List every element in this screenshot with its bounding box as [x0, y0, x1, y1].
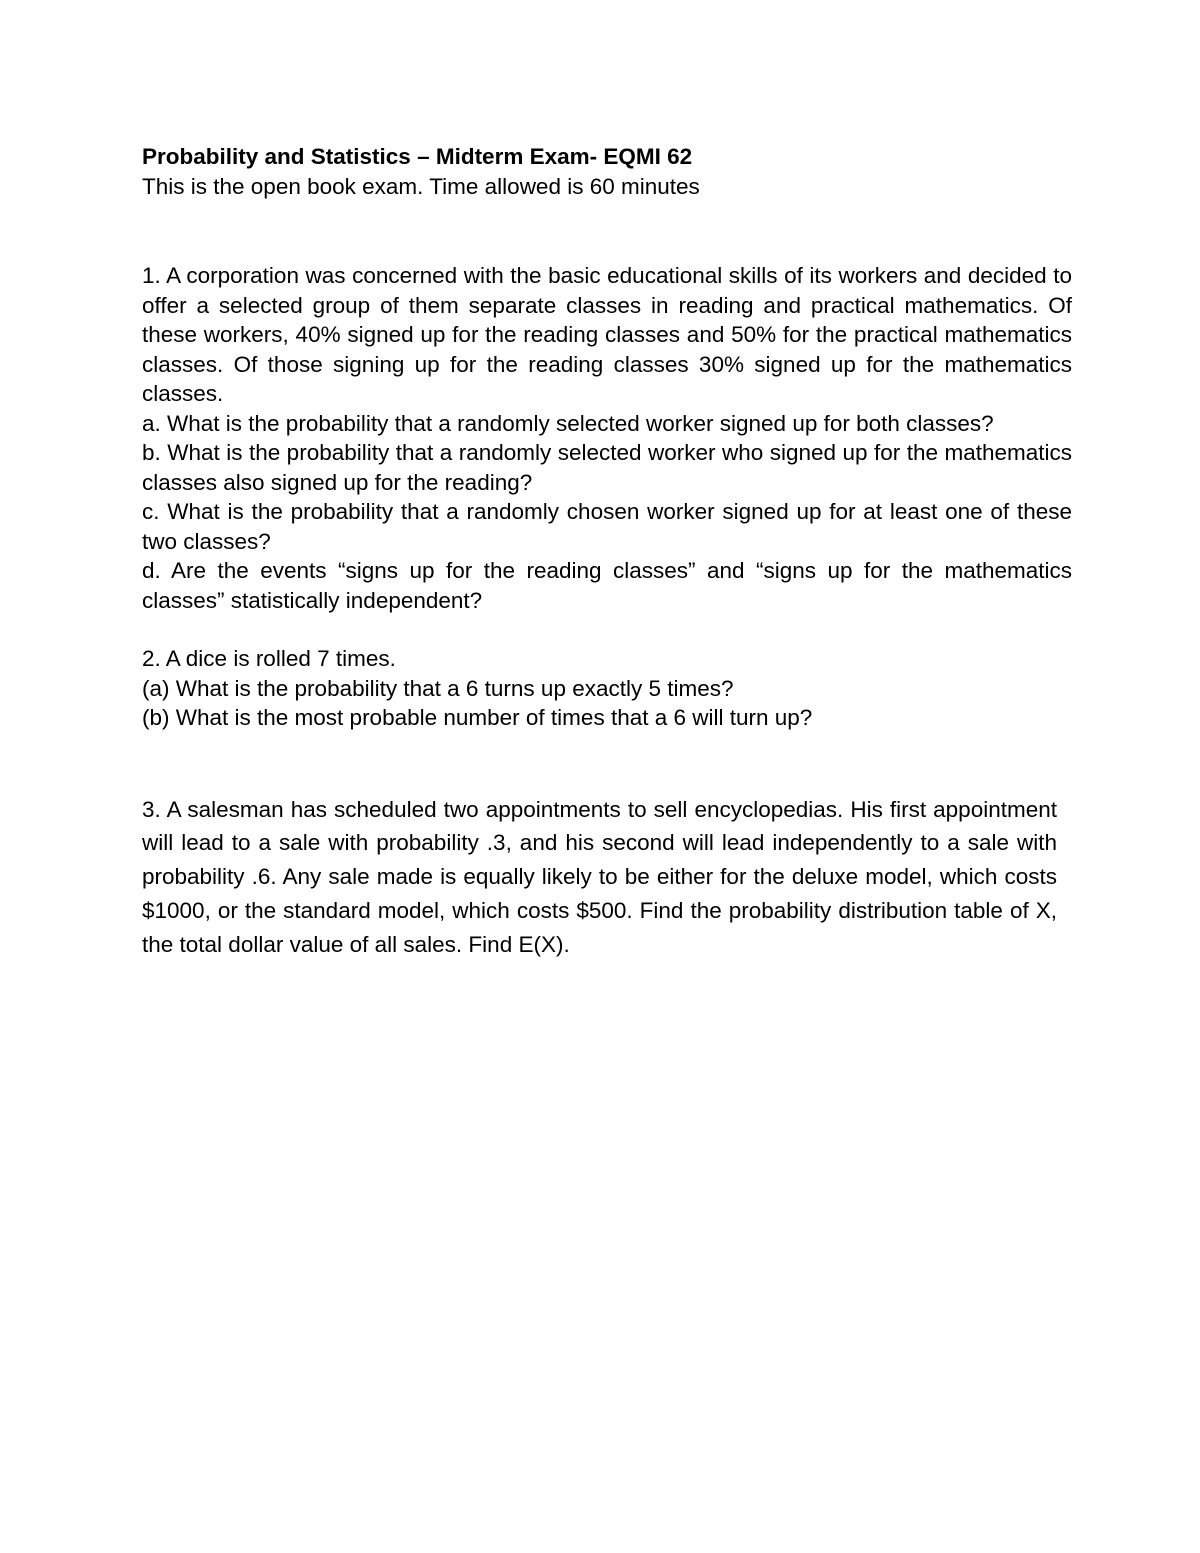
question-2-part-a: (a) What is the probability that a 6 turns up exactly 5 times? [142, 675, 734, 701]
question-1-part-a: a. What is the probability that a randomly selected worker signed up for both classes? [142, 410, 994, 436]
question-2-part-b: (b) What is the most probable number of times that a 6 will turn up? [142, 705, 813, 730]
question-2-stem: 2. A dice is rolled 7 times. [142, 646, 396, 671]
question-1-part-c: c. What is the probability that a randomly chosen worker signed up for at least one of these two classes? [142, 499, 1072, 554]
question-2 [142, 644, 1072, 733]
question-1-part-b: b. What is the probability that a randomly selected worker who signed up for the mathematics classes also signed up for the reading? [142, 440, 1072, 495]
question-3-text: 3. A salesman has scheduled two appointments to sell encyclopedias. His first appointment will lead to a sale with probability .3, and his second will lead independently to a sale with probability .6. Any sale made is equally likely to be either for the deluxe model, which costs $1000, or the standard model, which costs $500. Find the probability distribution table of X, the total dollar value of all sales. Find E(X). [142, 796, 1057, 957]
question-1 [142, 261, 1072, 615]
question-1-part-d: d. Are the events “signs up for the reading classes” and “signs up for the mathematics classes” statistically independent? [142, 558, 1072, 613]
question-1-stem: 1. A corporation was concerned with the basic educational skills of its workers and decided to offer a selected group of them separate classes in reading and practical mathematics. Of these workers, 40% signed up for the reading classes and 50% for the practical mathematics classes. Of those signing up for the reading classes 30% signed up for the mathematics classes. [142, 263, 1072, 406]
exam-instructions: This is the open book exam. Time allowed is 60 minutes [142, 174, 700, 199]
question-3 [142, 793, 1057, 962]
exam-content [142, 142, 1072, 961]
exam-title: Probability and Statistics – Midterm Exam- EQMI 62 [142, 144, 693, 169]
